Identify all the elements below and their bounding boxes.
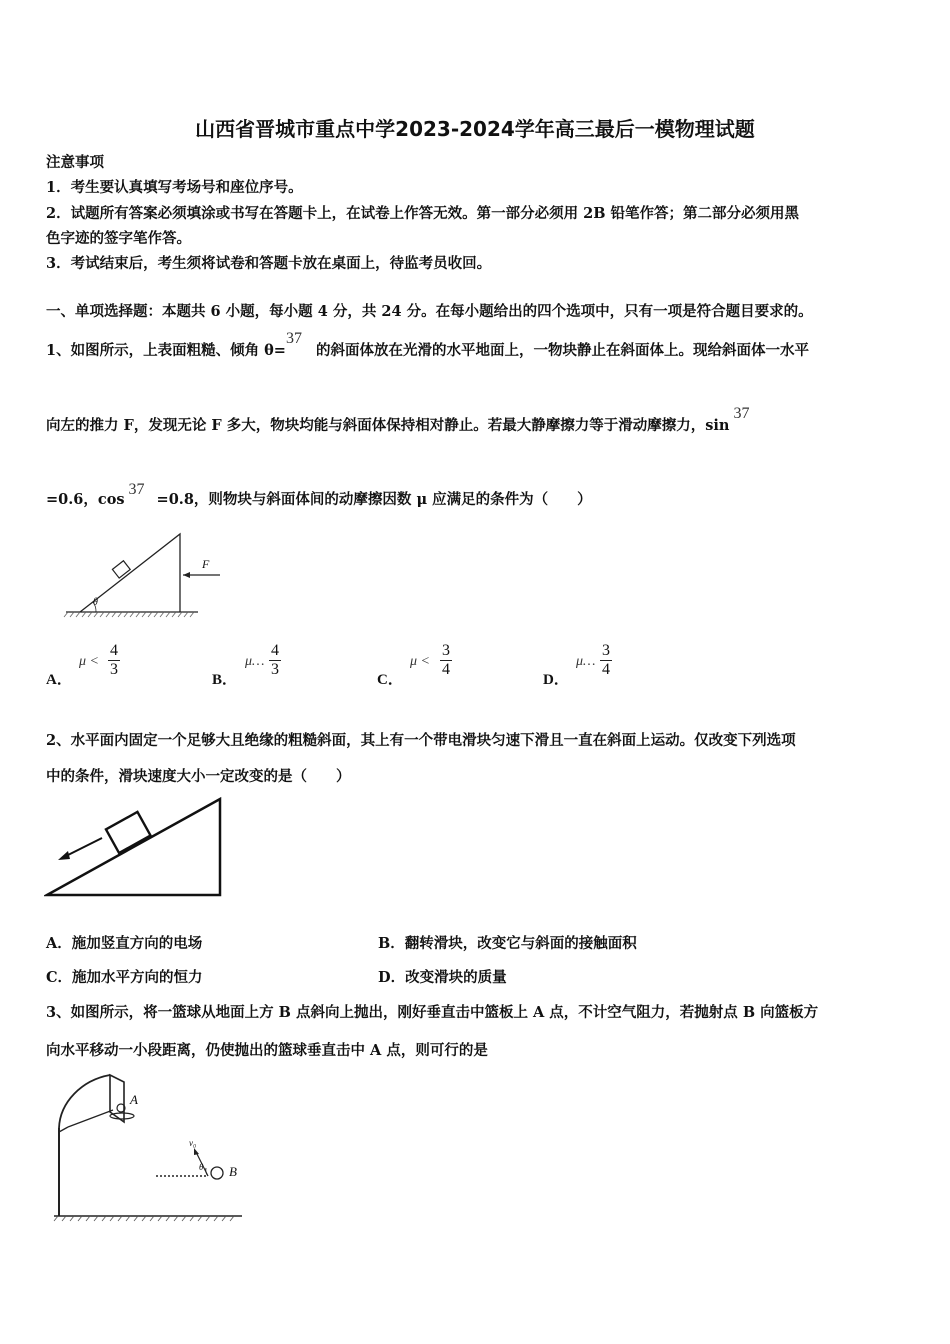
q3-line-1: 3、如图所示，将一篮球从地面上方 B 点斜向上抛出，刚好垂直击中篮板上 A 点，不计空气阻力，若抛射点 B 向篮板方 [46, 1004, 819, 1021]
q1-text-3a: =0.6，cos [46, 491, 125, 508]
q1-option-b[interactable] [212, 642, 279, 688]
q1-option-c-den: 4 [442, 661, 450, 678]
q1-option-d-letter: D． [543, 672, 569, 688]
q3-angle-label: θ [199, 1162, 204, 1172]
q1-option-b-mu: μ [245, 654, 253, 669]
q1-line-2 [46, 405, 750, 435]
q2-option-c[interactable]: C．施加水平方向的恒力 [46, 969, 203, 986]
q1-option-b-rel: … [252, 654, 265, 669]
notice-item-3: 3．考试结束后，考生须将试卷和答题卡放在桌面上，待监考员收回。 [46, 255, 492, 272]
q1-force-label: F [202, 557, 210, 571]
q1-angle-label: θ [93, 597, 98, 608]
q1-option-a-mu: μ [79, 654, 87, 669]
q1-option-c-rel: < [420, 654, 430, 669]
q1-text-1b: 的斜面体放在光滑的水平地面上，一物块静止在斜面体上。现给斜面体一水平 [315, 342, 809, 359]
q1-option-c-letter: C． [377, 672, 403, 688]
q1-option-b-letter: B． [212, 672, 238, 688]
q2-incline-figure [44, 796, 226, 900]
q3-velocity-label: v₀ [189, 1138, 197, 1148]
q1-option-b-den: 3 [271, 661, 279, 678]
q3-point-b-label: B [229, 1164, 237, 1179]
q2-line-1: 2、水平面内固定一个足够大且绝缘的粗糙斜面，其上有一个带电滑块匀速下滑且一直在斜面上运动。仅改变下列选项 [46, 732, 796, 749]
q1-option-d-num: 3 [602, 642, 610, 659]
notice-heading: 注意事项 [46, 154, 104, 171]
q1-text-1a: 1、如图所示，上表面粗糙、倾角 θ= [46, 342, 286, 359]
q1-line-1 [46, 330, 809, 360]
q1-option-a[interactable] [46, 642, 118, 688]
q2-option-a[interactable]: A．施加竖直方向的电场 [46, 935, 203, 952]
q3-line-2: 向水平移动一小段距离，仍使抛出的篮球垂直击中 A 点，则可行的是 [46, 1042, 488, 1059]
page-title: 山西省晋城市重点中学2023-2024学年高三最后一模物理试题 [195, 117, 755, 141]
q1-incline-figure [62, 528, 232, 623]
q1-sin-sup: 37 [733, 405, 750, 422]
q2-option-d[interactable]: D．改变滑块的质量 [378, 969, 507, 986]
q1-option-c[interactable] [377, 642, 450, 688]
notice-item-2-cont: 色字迹的签字笔作答。 [46, 230, 191, 247]
q2-option-b[interactable]: B．翻转滑块，改变它与斜面的接触面积 [378, 935, 637, 952]
q1-cos-sup: 37 [128, 481, 145, 498]
q3-basketball-figure [50, 1072, 250, 1224]
q1-option-b-num: 4 [271, 642, 279, 659]
q1-option-a-num: 4 [110, 642, 118, 659]
q1-text-3b: =0.8，则物块与斜面体间的动摩擦因数 μ 应满足的条件为（ ） [156, 491, 592, 508]
q1-option-d-mu: μ [576, 654, 584, 669]
q1-line-3 [46, 481, 592, 509]
q1-option-d-den: 4 [602, 661, 610, 678]
q1-option-c-num: 3 [442, 642, 450, 659]
section-heading: 一、单项选择题：本题共 6 小题，每小题 4 分，共 24 分。在每小题给出的四个选项中，只有一项是符合题目要求的。 [46, 303, 813, 320]
notice-item-1: 1．考生要认真填写考场号和座位序号。 [46, 179, 303, 196]
q1-option-d-rel: … [583, 654, 596, 669]
notice-item-2: 2．试题所有答案必须填涂或书写在答题卡上，在试卷上作答无效。第一部分必须用 2B 铅笔作答；第二部分必须用黑 [46, 205, 800, 222]
q1-option-a-den: 3 [110, 661, 118, 678]
q1-angle-sup: 37 [285, 330, 302, 347]
q1-option-c-mu: μ [410, 654, 418, 669]
q1-text-2a: 向左的推力 F，发现无论 F 多大，物块均能与斜面体保持相对静止。若最大静摩擦力等于滑动摩擦力，sin [46, 417, 730, 434]
q1-option-a-letter: A． [46, 672, 72, 688]
q1-option-d[interactable] [543, 642, 610, 688]
q1-option-a-rel: < [89, 654, 99, 669]
q2-line-2: 中的条件，滑块速度大小一定改变的是（ ） [46, 768, 351, 785]
q3-point-a-label: A [130, 1092, 138, 1107]
